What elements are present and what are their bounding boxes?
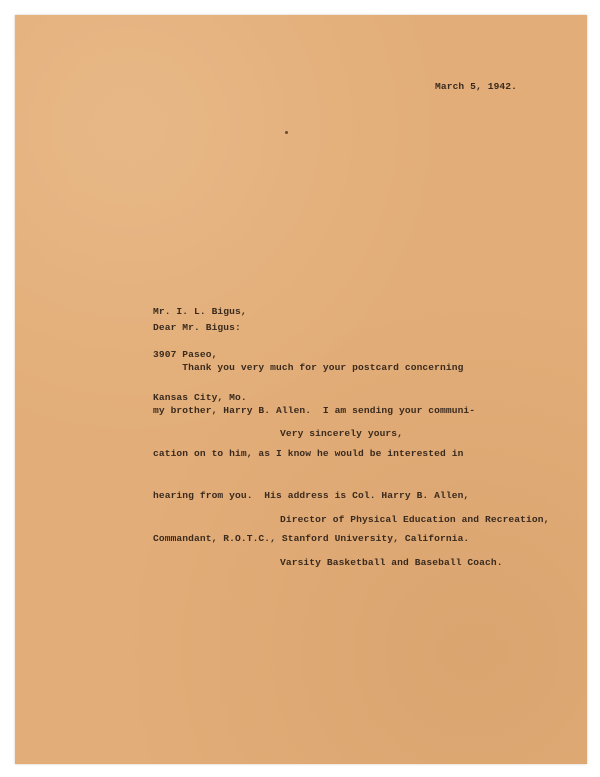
signature-line: Director of Physical Education and Recreation, xyxy=(280,514,550,526)
letter-date: March 5, 1942. xyxy=(435,81,518,92)
body-line: Commandant, R.O.T.C., Stanford University, California. xyxy=(153,532,470,544)
salutation: Dear Mr. Bigus: xyxy=(153,322,241,333)
address-line: 3907 Paseo, xyxy=(153,349,218,361)
letter-page xyxy=(15,15,587,764)
closing: Very sincerely yours, xyxy=(280,428,404,439)
address-line: Mr. I. L. Bigus, xyxy=(153,306,247,318)
ink-spot xyxy=(285,131,288,134)
body-line: cation on to him, as I know he would be interested in xyxy=(153,447,464,459)
signature-block xyxy=(280,485,549,599)
body-line: my brother, Harry B. Allen. I am sending your communi- xyxy=(153,405,476,417)
body-line: Thank you very much for your postcard concerning xyxy=(153,362,464,374)
signature-line: Varsity Basketball and Baseball Coach. xyxy=(280,557,503,569)
body-line: hearing from you. His address is Col. Harry B. Allen, xyxy=(153,490,470,502)
address-line: Kansas City, Mo. xyxy=(153,391,247,403)
